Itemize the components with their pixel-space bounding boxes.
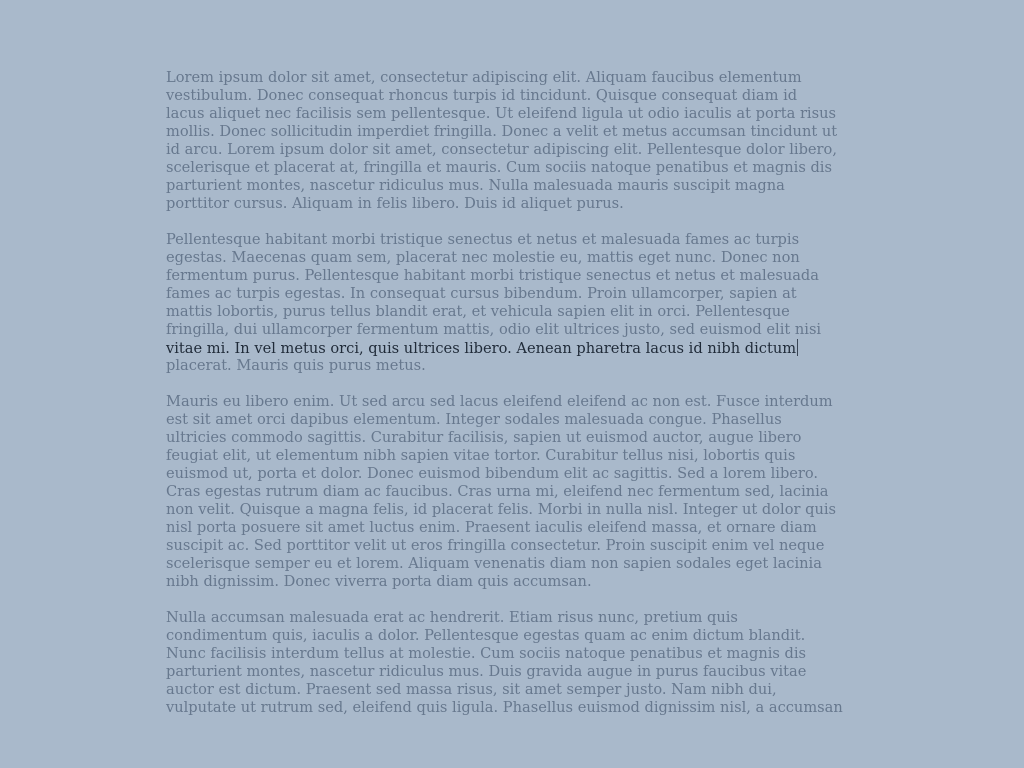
text-cursor — [797, 339, 798, 356]
text-line — [166, 357, 866, 375]
text-line-content: scelerisque semper eu et lorem. Aliquam venenatis diam non sapien sodales eget lacinia — [166, 555, 822, 572]
text-line-content: euismod ut, porta et dolor. Donec euismod bibendum elit ac sagittis. Sed a lorem libero. — [166, 465, 819, 482]
text-line — [166, 663, 866, 681]
text-line — [166, 249, 866, 267]
text-line-content: ultricies commodo sagittis. Curabitur facilisis, sapien ut euismod auctor, augue libero — [166, 429, 802, 446]
text-line — [166, 195, 866, 213]
text-line-content: Cras egestas rutrum diam ac faucibus. Cras urna mi, eleifend nec fermentum sed, lacinia — [166, 483, 829, 500]
text-line-content: condimentum quis, iaculis a dolor. Pellentesque egestas quam ac enim dictum blandit. — [166, 627, 806, 644]
text-line-content: vitae mi. In vel metus orci, quis ultrices libero. Aenean pharetra lacus id nibh dictum — [166, 340, 797, 357]
text-line-content: vulputate ut rutrum sed, eleifend quis ligula. Phasellus euismod dignissim nisl, a accumsan — [166, 699, 843, 716]
text-line — [166, 321, 866, 339]
text-line — [166, 555, 866, 573]
paragraph — [166, 609, 866, 717]
text-line — [166, 159, 866, 177]
text-line-content: fermentum purus. Pellentesque habitant morbi tristique senectus et netus et malesuada — [166, 267, 819, 284]
text-line — [166, 501, 866, 519]
text-line-content: Nulla accumsan malesuada erat ac hendrerit. Etiam risus nunc, pretium quis — [166, 609, 738, 626]
text-line-content: parturient montes, nascetur ridiculus mus. Nulla malesuada mauris suscipit magna — [166, 177, 785, 194]
text-line — [166, 393, 866, 411]
text-line-content: est sit amet orci dapibus elementum. Integer sodales malesuada congue. Phasellus — [166, 411, 782, 428]
text-line-content: lacus aliquet nec facilisis sem pellentesque. Ut eleifend ligula ut odio iaculis at porta risus — [166, 105, 836, 122]
text-line-content: parturient montes, nascetur ridiculus mus. Duis gravida augue in purus faucibus vitae — [166, 663, 807, 680]
text-line-content: placerat. Mauris quis purus metus. — [166, 357, 426, 374]
text-line — [166, 141, 866, 159]
text-line — [166, 123, 866, 141]
text-line — [166, 177, 866, 195]
text-line — [166, 231, 866, 249]
text-line — [166, 465, 866, 483]
text-line-content: porttitor cursus. Aliquam in felis libero. Duis id aliquet purus. — [166, 195, 624, 212]
text-line-content: feugiat elit, ut elementum nibh sapien vitae tortor. Curabitur tellus nisi, lobortis quis — [166, 447, 796, 464]
text-line-content: nibh dignissim. Donec viverra porta diam quis accumsan. — [166, 573, 592, 590]
text-line-content: Nunc facilisis interdum tellus at molestie. Cum sociis natoque penatibus et magnis dis — [166, 645, 807, 662]
text-line — [166, 699, 866, 717]
text-line — [166, 573, 866, 591]
document-text-area[interactable] — [166, 69, 866, 716]
text-line — [166, 609, 866, 627]
text-line-content: fames ac turpis egestas. In consequat cursus bibendum. Proin ullamcorper, sapien at — [166, 285, 797, 302]
text-line — [166, 69, 866, 87]
focused-text-line — [166, 339, 866, 357]
paragraph — [166, 393, 866, 591]
text-line — [166, 411, 866, 429]
text-line — [166, 519, 866, 537]
text-line — [166, 627, 866, 645]
text-line-content: Mauris eu libero enim. Ut sed arcu sed lacus eleifend eleifend ac non est. Fusce interdum — [166, 393, 833, 410]
text-line-content: egestas. Maecenas quam sem, placerat nec molestie eu, mattis eget nunc. Donec non — [166, 249, 800, 266]
text-line — [166, 645, 866, 663]
text-line-content: vestibulum. Donec consequat rhoncus turpis id tincidunt. Quisque consequat diam id — [166, 87, 798, 104]
text-line — [166, 267, 866, 285]
paragraph — [166, 231, 866, 375]
text-line-content: fringilla, dui ullamcorper fermentum mattis, odio elit ultrices justo, sed euismod elit nisi — [166, 321, 822, 338]
text-line-content: non velit. Quisque a magna felis, id placerat felis. Morbi in nulla nisl. Integer ut dolor quis — [166, 501, 836, 518]
text-line — [166, 483, 866, 501]
text-line-content: auctor est dictum. Praesent sed massa risus, sit amet semper justo. Nam nibh dui, — [166, 681, 777, 698]
text-line-content: mollis. Donec sollicitudin imperdiet fringilla. Donec a velit et metus accumsan tincidunt ut — [166, 123, 838, 140]
paragraph — [166, 69, 866, 213]
text-line-content: mattis lobortis, purus tellus blandit erat, et vehicula sapien elit in orci. Pellentesque — [166, 303, 790, 320]
text-line-content: nisl porta posuere sit amet luctus enim. Praesent iaculis eleifend massa, et ornare diam — [166, 519, 817, 536]
text-line — [166, 447, 866, 465]
text-line — [166, 105, 866, 123]
text-line-content: scelerisque et placerat at, fringilla et mauris. Cum sociis natoque penatibus et magnis dis — [166, 159, 832, 176]
text-line-content: Lorem ipsum dolor sit amet, consectetur adipiscing elit. Aliquam faucibus elementum — [166, 69, 802, 86]
text-line-content: suscipit ac. Sed porttitor velit ut eros fringilla consectetur. Proin suscipit enim vel neque — [166, 537, 825, 554]
text-line-content: id arcu. Lorem ipsum dolor sit amet, consectetur adipiscing elit. Pellentesque dolor libero, — [166, 141, 837, 158]
text-line-content: Pellentesque habitant morbi tristique senectus et netus et malesuada fames ac turpis — [166, 231, 800, 248]
text-line — [166, 681, 866, 699]
text-line — [166, 285, 866, 303]
text-line — [166, 537, 866, 555]
text-line — [166, 429, 866, 447]
text-line — [166, 303, 866, 321]
text-line — [166, 87, 866, 105]
